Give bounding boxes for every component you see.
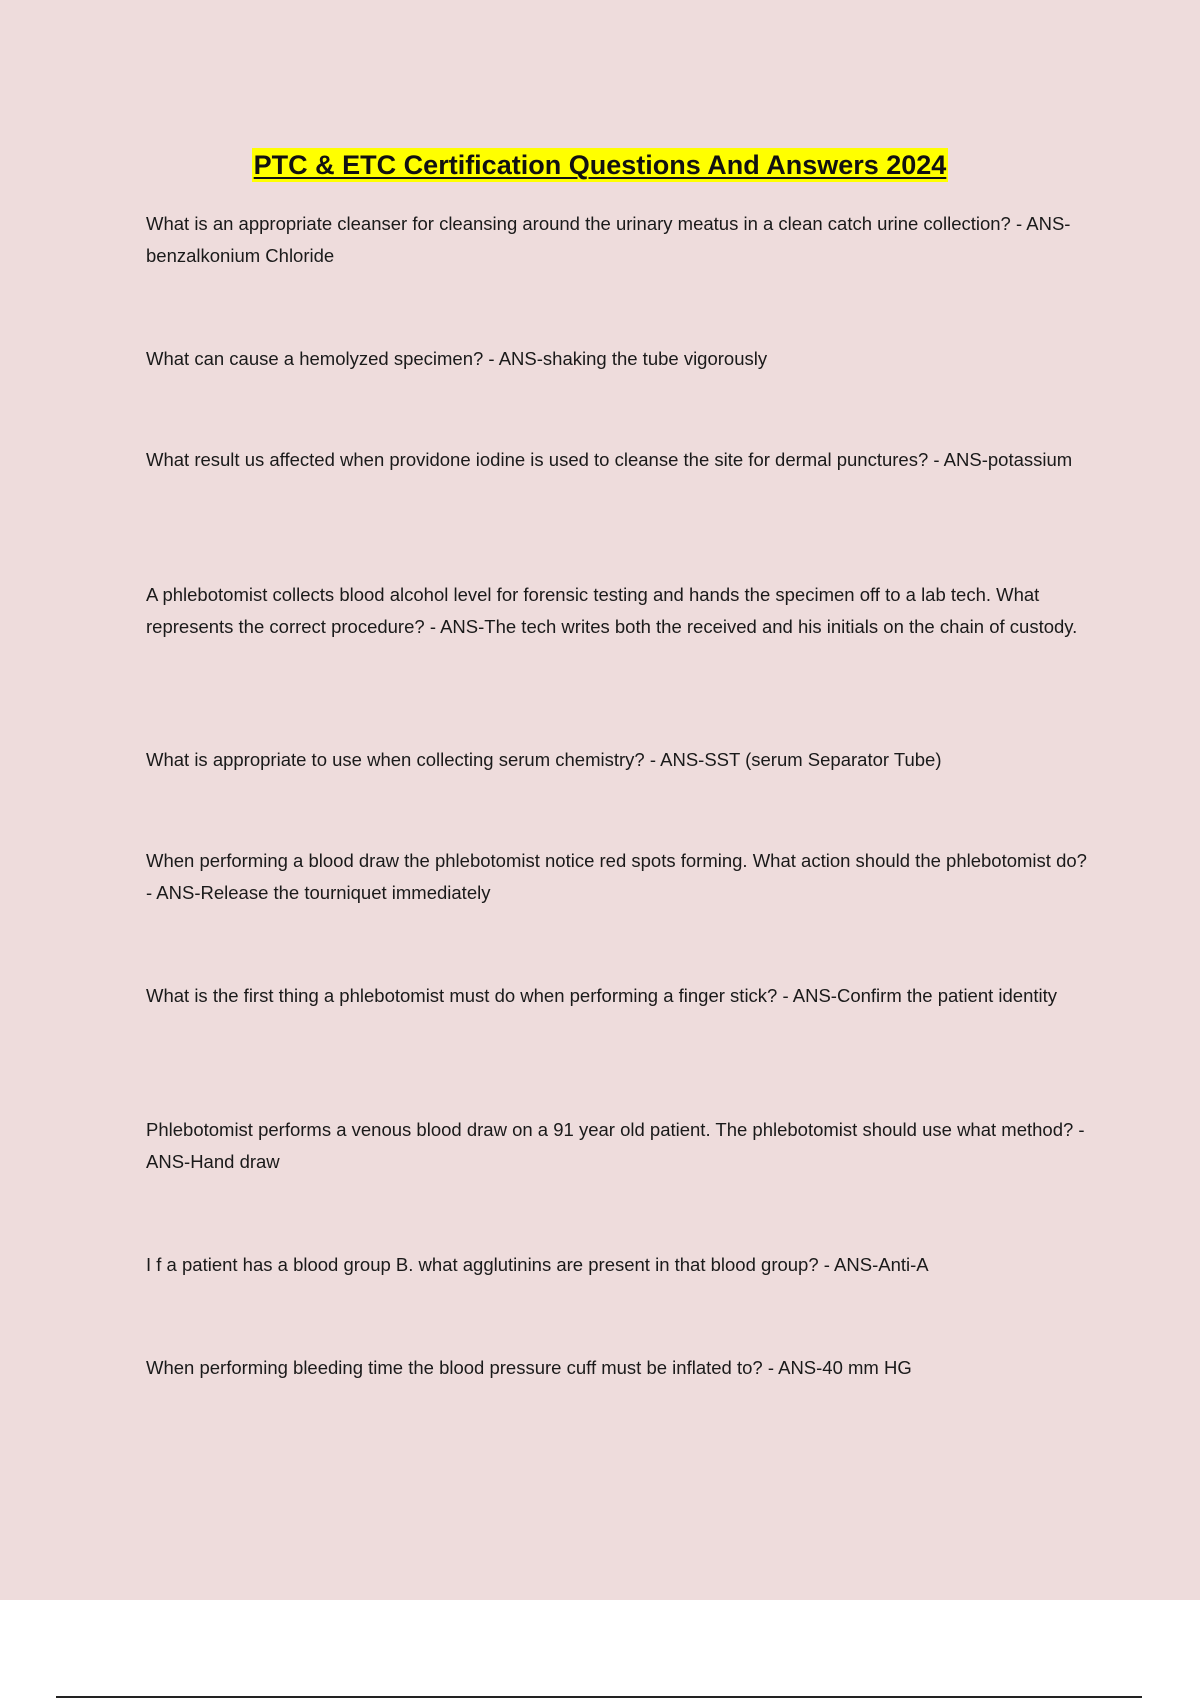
qa-item: I f a patient has a blood group B. what agglutinins are present in that blood group? - ANS-Anti-A bbox=[146, 1254, 929, 1275]
qa-item: What is an appropriate cleanser for cleansing around the urinary meatus in a clean catch urine collection? - ANS-benzalkonium Chloride bbox=[146, 213, 1071, 266]
page-title: PTC & ETC Certification Questions And Answers 2024 bbox=[253, 150, 947, 180]
qa-item: When performing a blood draw the phlebotomist notice red spots forming. What action should the phlebotomist do? - ANS-Release the tourniquet immediately bbox=[146, 850, 1087, 903]
qa-item: What is appropriate to use when collecting serum chemistry? - ANS-SST (serum Separator Tube) bbox=[146, 749, 942, 770]
title-container bbox=[0, 148, 1200, 182]
qa-item: What can cause a hemolyzed specimen? - ANS-shaking the tube vigorously bbox=[146, 348, 768, 369]
footer-divider bbox=[56, 1696, 1142, 1698]
qa-item: Phlebotomist performs a venous blood draw on a 91 year old patient. The phlebotomist should use what method? - ANS-Hand draw bbox=[146, 1119, 1085, 1172]
qa-item: What is the first thing a phlebotomist must do when performing a finger stick? - ANS-Confirm the patient identity bbox=[146, 985, 1058, 1006]
qa-item: A phlebotomist collects blood alcohol level for forensic testing and hands the specimen off to a lab tech. What represents the correct procedure? - ANS-The tech writes both the received and his initials on the chain of custody. bbox=[146, 584, 1078, 637]
qa-item: What result us affected when providone iodine is used to cleanse the site for dermal punctures? - ANS-potassium bbox=[146, 449, 1073, 470]
qa-item: When performing bleeding time the blood pressure cuff must be inflated to? - ANS-40 mm HG bbox=[146, 1357, 912, 1378]
